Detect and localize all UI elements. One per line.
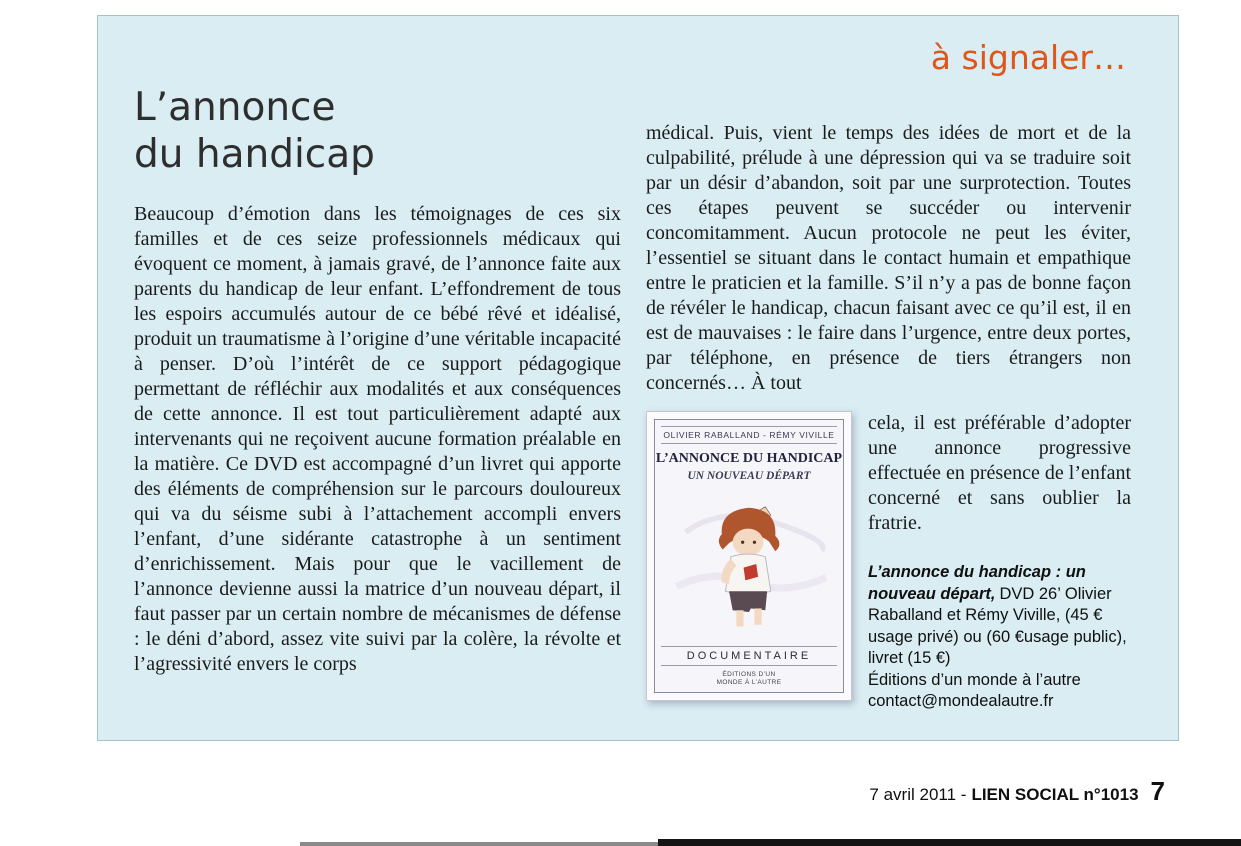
footer-journal: LIEN SOCIAL n°1013 [971,785,1139,804]
article-title-line1: L’annonce [134,85,336,130]
dvd-cover-illustration [661,482,837,646]
article-title-line2: du handicap [134,132,375,177]
dvd-publisher-logo: ÉDITIONS D’UN MONDE À L’AUTRE [716,671,782,686]
caption-publisher: Éditions d’un monde à l’autre [868,670,1081,689]
article-body-col1: Beaucoup d’émotion dans les témoignages de ces six familles et de ces seize professionnels médicaux qui évoquent ce moment, à jamais gravé, de l’annonce faite aux parents du handicap de leur enfant. L’effondrement de tous les espoirs accumulés autour de ce bébé rêvé et idéalisé, produit un traumatisme à l’origine d’une véritable incapacité à penser. D’où l’intérêt de ce support pédagogique permettant de réfléchir aux modalités et aux conséquences de cette annonce. Il est tout particulièrement adapté aux intervenants qui ne reçoivent aucune formation préalable en la matière. Ce DVD est accompagné d’un livret qui apporte des éléments de compréhension sur le parcours douloureux qui va du séisme subi à l’attachement accompli envers l’enfant, d’une sidérante catastrophe à un sentiment d’enrichissement. Mais pour que le vacillement de l’annonce devienne aussi la matrice d’un nouveau départ, il faut passer par un certain nombre de mécanismes de défense : le déni d’abord, assez vite suivi par la colère, la révolte et l’agressivité envers le corps [134,203,621,675]
section-label: à signaler… [930,38,1126,77]
article-body-col2: médical. Puis, vient le temps des idées de mort et de la culpabilité, prélude à une dépression qui va se traduire soit par un désir d’abandon, soit par une surprotection. Toutes ces étapes peuvent se succéder ou intervenir concomitamment. Aucun protocole ne peut les éviter, l’essentiel se situant dans le contact humain et empathique entre le praticien et la famille. S’il n’y a pas de bonne façon de révéler le handicap, chacun faisant avec ce qu’il est, il en est de mauvaises : le faire dans l’urgence, entre deux portes, par téléphone, en présence de tiers étrangers non concernés… À tout [646,122,1131,394]
caption-contact: contact@mondealautre.fr [868,692,1054,710]
dvd-caption [868,562,1131,713]
right-column [646,121,1131,713]
scan-edge-artifact [300,842,658,846]
article-panel [97,15,1179,741]
dvd-cover [646,411,852,701]
dvd-genre-band: DOCUMENTAIRE [661,646,837,666]
left-column [134,84,621,677]
dvd-subtitle: UN NOUVEAU DÉPART [687,470,811,482]
page-footer [0,776,1165,807]
article-title [134,84,621,178]
footer-date: 7 avril 2011 - [869,785,967,804]
media-row [646,411,1131,713]
child-drawing-illustration [665,496,833,632]
article-body-wrap: cela, il est préférable d’adopter une annonce progressive effectuée en présence de l’enfant concerné et sans oublier la fratrie. [868,412,1131,534]
dvd-cover-inner [654,419,844,693]
caption-title: L’annonce du handicap : un nouveau départ, [868,563,1086,603]
scan-edge-artifact [658,839,1241,846]
media-text-column [868,411,1131,713]
dvd-authors: OLIVIER RABALLAND - RÉMY VIVILLE [661,426,837,444]
dvd-title: L’ANNONCE DU HANDICAP [655,451,843,466]
page-number: 7 [1150,776,1165,806]
caption-details: DVD 26’ Olivier Raballand et Rémy Viville, (45 € usage privé) ou (60 €usage public), livret (15 €) [868,584,1127,667]
